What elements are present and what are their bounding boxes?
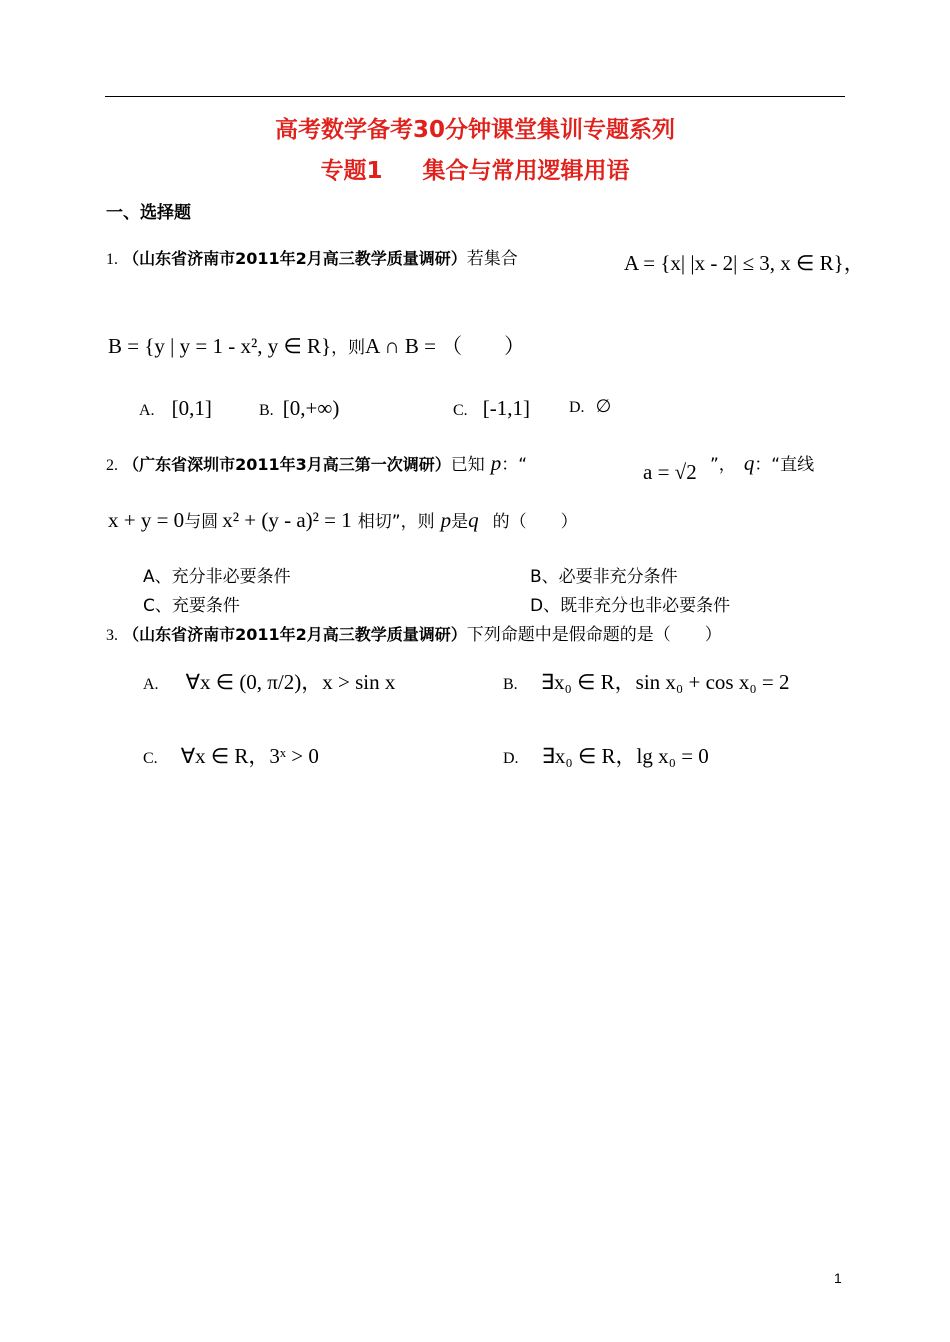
question-3-stem: 下列命题中是假命题的是（ ） [466,625,722,645]
option-value: ∅ [595,396,612,416]
option-label: C. [143,750,158,767]
option-label: C. [453,402,468,419]
question-2-line2 [108,507,578,533]
question-1-question: A ∩ B = （ ） [365,334,526,358]
question-3-line1 [106,620,722,645]
question-2-with-circle: 与圆 [184,512,219,532]
question-2-option-b [530,562,678,587]
question-2-option-c [143,591,240,616]
topic-title [105,152,845,185]
option-value: 既非充分也非必要条件 [560,596,731,616]
question-3-number: 3. [106,627,118,644]
question-3-option-a [143,666,395,696]
option-value: [0,1] [171,396,212,420]
variable-p: p [490,451,502,475]
question-3-option-d [503,740,709,770]
question-1-then: ，则 [331,338,366,358]
question-1-set-b: B = {y | y = 1 - x², y ∈ R} [108,334,332,358]
question-1-number: 1. [106,251,118,268]
option-label: D. [569,399,585,416]
option-value: ∀x ∈ (0, π/2)，x > sin x [185,670,396,694]
option-value: 充分非必要条件 [171,567,291,587]
page-number: 1 [834,1270,842,1286]
option-value: ∃x₀ ∈ R，lg x₀ = 0 [541,744,709,768]
question-2-tangent: 相切”，则 [357,512,435,532]
option-label: B、 [530,567,559,587]
question-3-option-b [503,666,789,696]
option-label: B. [503,676,518,693]
question-2-option-d [530,591,730,616]
variable-q: q [743,451,755,475]
question-2-close-quote: ”， [710,455,736,475]
question-2-line-expr: x + y = 0 [108,508,185,532]
header-rule [105,96,845,97]
option-value: 必要非充分条件 [558,567,678,587]
question-2-option-a [143,562,291,587]
question-1-option-c [453,396,530,421]
question-1-stem: 若集合 [466,249,518,269]
option-value: ∀x ∈ R，3ˣ > 0 [180,744,319,768]
section-heading: 一、选择题 [106,203,191,223]
option-label: A. [139,402,155,419]
option-label: D、 [530,596,561,616]
variable-p-2: p [440,508,452,532]
question-1-line1 [106,244,518,269]
question-2-of: 的（ ） [492,512,578,532]
option-label: A、 [143,567,172,587]
option-value: ∃x₀ ∈ R，sin x₀ + cos x₀ = 2 [540,670,790,694]
question-3-source: （山东省济南市2011年2月高三教学质量调研） [123,625,467,644]
variable-q-2: q [468,508,479,532]
option-value: [0,+∞) [282,396,340,420]
question-2-circle-expr: x² + (y - a)² = 1 [222,508,352,532]
question-2-is: 是 [451,512,469,532]
question-1-option-a [139,396,212,421]
question-1-option-d [569,396,611,417]
question-2-source: （广东省深圳市2011年3月高三第一次调研） [123,455,451,474]
document-title: 高考数学备考30分钟课堂集训专题系列 [274,117,675,143]
option-label: B. [259,402,274,419]
question-1-set-a: A = {x| |x - 2| ≤ 3, x ∈ R}， [624,251,865,275]
question-2-line1 [106,450,527,476]
option-value: 充要条件 [171,596,240,616]
option-label: C、 [143,596,172,616]
question-1-source: （山东省济南市2011年2月高三教学质量调研） [123,249,467,268]
option-value: [-1,1] [482,396,530,420]
question-2-colon-2: ：“直线 [754,455,815,475]
question-2-number: 2. [106,457,118,474]
question-2-known: 已知 [450,455,485,475]
question-3-option-c [143,740,319,770]
topic-number: 专题1 [320,158,383,184]
question-2-colon-1: ：“ [501,455,528,475]
option-label: A. [143,676,159,693]
question-1-line2 [108,330,525,360]
question-1-option-b [259,396,339,421]
topic-name: 集合与常用逻辑用语 [422,158,630,184]
option-label: D. [503,750,519,767]
question-2-p-expr: a = √2 [643,460,697,484]
question-2-line1-right [710,450,814,476]
